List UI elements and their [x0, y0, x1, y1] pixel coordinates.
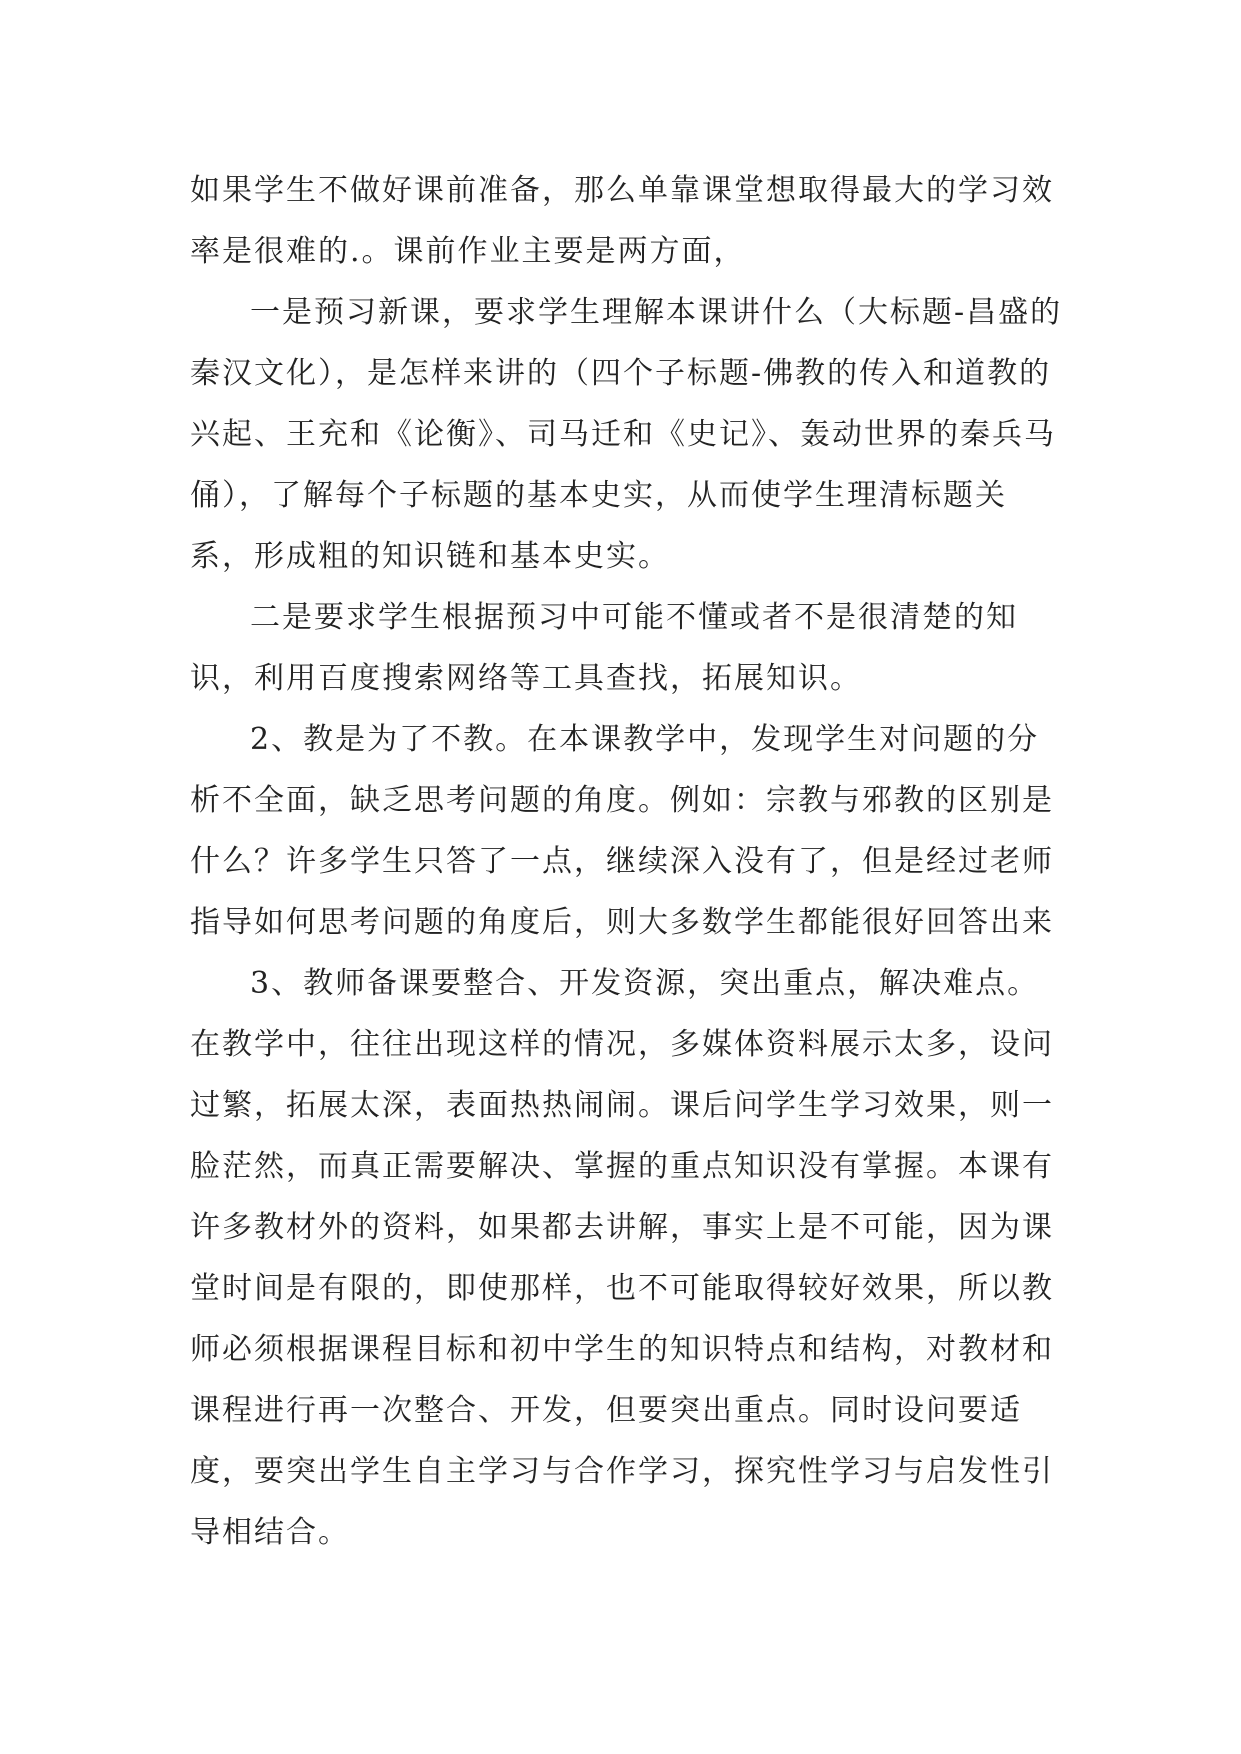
paragraph-point-one: 一是预习新课，要求学生理解本课讲什么（大标题-昌盛的秦汉文化），是怎样来讲的（四个子标题-佛教的传入和道教的兴起、王充和《论衡》、司马迁和《史记》、轰动世界的秦兵马俑），了解每个子标题的基本史实，从而使学生理清标题关系，形成粗的知识链和基本史实。	[190, 295, 1063, 574]
paragraph-intro: 如果学生不做好课前准备，那么单靠课堂想取得最大的学习效率是很难的.。课前作业主要是两方面，	[190, 173, 1054, 269]
paragraph-item-3: 3、教师备课要整合、开发资源，突出重点，解决难点。在教学中，往往出现这样的情况，多媒体资料展示太多，设问过繁，拓展太深，表面热热闹闹。课后问学生学习效果，则一脸茫然，而真正需要解决、掌握的重点知识没有掌握。本课有许多教材外的资料，如果都去讲解，事实上是不可能，因为课堂时间是有限的，即使那样，也不可能取得较好效果，所以教师必须根据课程目标和初中学生的知识特点和结构，对教材和课程进行再一次整合、开发，但要突出重点。同时设问要适度，要突出学生自主学习与合作学习，探究性学习与启发性引导相结合。	[190, 966, 1054, 1550]
paragraph-item-2: 2、教是为了不教。在本课教学中，发现学生对问题的分析不全面，缺乏思考问题的角度。例如：宗教与邪教的区别是什么？许多学生只答了一点，继续深入没有了，但是经过老师指导如何思考问题的角度后，则大多数学生都能很好回答出来	[190, 722, 1054, 940]
paragraph-point-two: 二是要求学生根据预习中可能不懂或者不是很清楚的知识，利用百度搜索网络等工具查找，拓展知识。	[190, 600, 1018, 696]
document-body	[190, 160, 1070, 1563]
